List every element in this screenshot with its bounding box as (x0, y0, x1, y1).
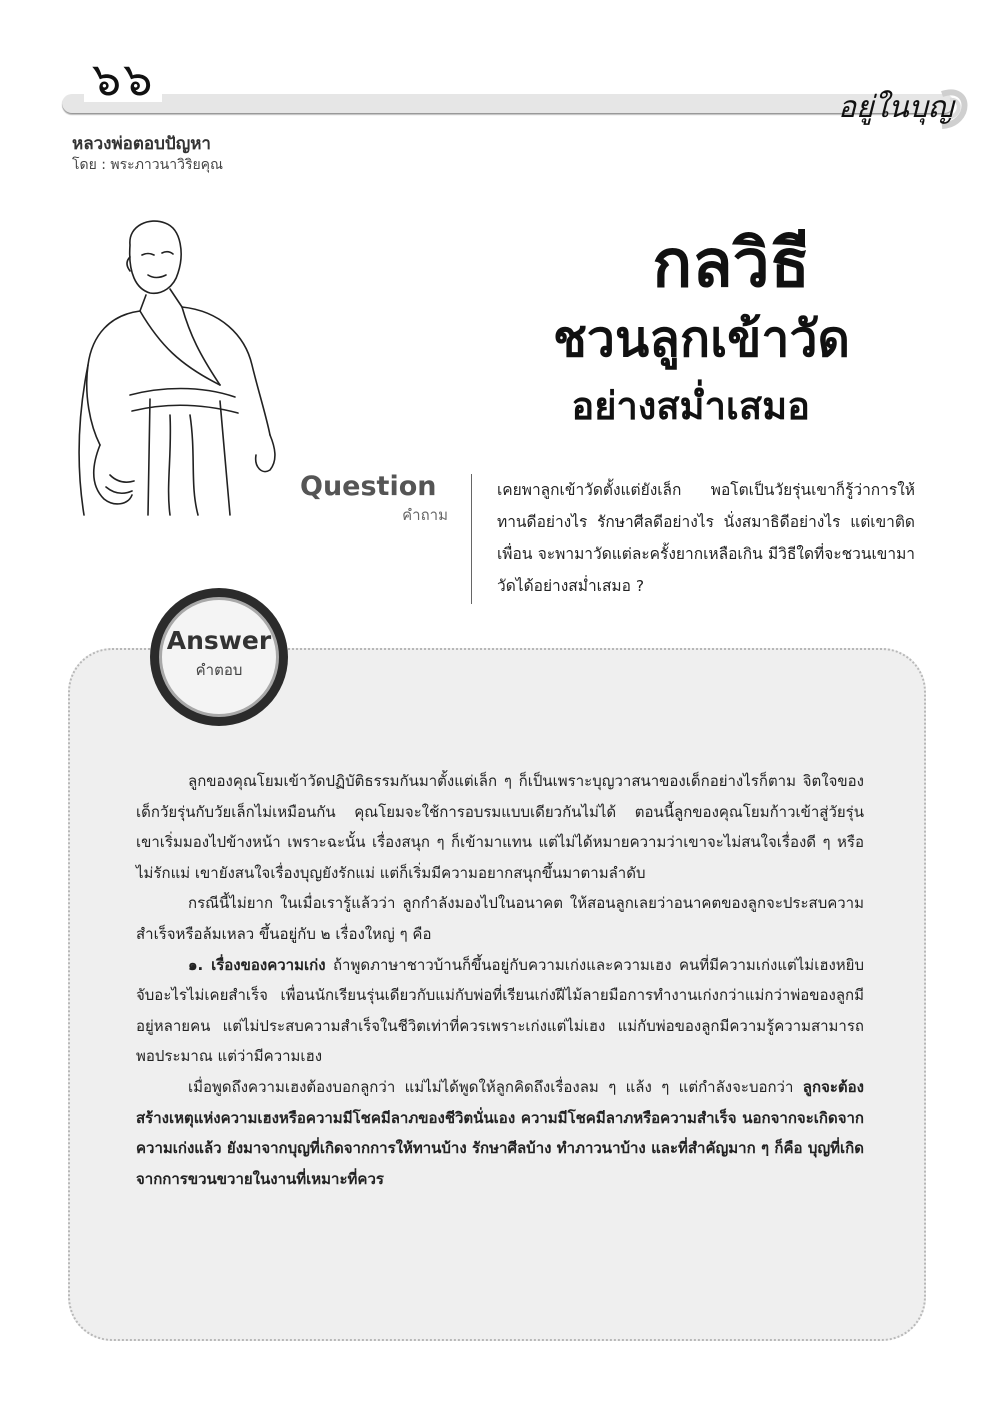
answer-point-1-text: ถ้าพูดภาษาชาวบ้านก็ขึ้นอยู่กับความเก่งและความเฮง คนที่มีความเก่งแต่ไม่เฮงหยิบจับอะไรไม่เคยสำเร็จ เพื่อนนักเรียนรุ่นเดียวกับแม่กับพ่อที่เรียนเก่งฝีไม้ลายมือการทำงานเก่งกว่าแม่กว่าพ่อของลูกมีอยู่หลายคน แต่ไม่ประสบความสำเร็จในชีวิตเท่าที่ควรเพราะเก่งแต่ไม่เฮง แม่กับพ่อของลูกมีความรู้ความสามารถพอประมาณ แต่ว่ามีความเฮง (136, 955, 864, 1066)
header-bar (62, 94, 954, 114)
answer-paragraph-1: ลูกของคุณโยมเข้าวัดปฏิบัติธรรมกันมาตั้งแต่เล็ก ๆ ก็เป็นเพราะบุญวาสนาของเด็กอย่างไรก็ตาม จิตใจของเด็กวัยรุ่นกับวัยเล็กไม่เหมือนกัน คุณโยมจะใช้การอบรมแบบเดียวกันไม่ได้ ตอนนี้ลูกของคุณโยมก้าวเข้าสู่วัยรุ่น เขาเริ่มมองไปข้างหน้า เพราะฉะนั้น เรื่องสนุก ๆ ก็เข้ามาแทน แต่ไม่ได้หมายความว่าเขาจะไม่สนใจเรื่องดี ๆ หรือไม่รักแม่ เขายังสนใจเรื่องบุญยังรักแม่ แต่ก็เริ่มมีความอยากสนุกขึ้นมาตามลำดับ (136, 772, 864, 882)
page-number: ๖๖ (84, 56, 162, 102)
answer-paragraph-3 (136, 950, 864, 1072)
answer-paragraph-4-emphasis: ลูกจะต้องสร้างเหตุแห่งความเฮงหรือความมีโชคมีลาภของชีวิตนั่นเอง ความมีโชคมีลาภหรือความสำเร็จ นอกจากจะเกิดจากความเก่งแล้ว ยังมาจากบุญที่เกิดจากการให้ทานบ้าง รักษาศีลบ้าง ทำภาวนาบ้าง และที่สำคัญมาก ๆ ก็คือ บุญที่เกิดจากการขวนขวายในงานที่เหมาะที่ควร (136, 1077, 864, 1188)
answer-paragraph-4 (136, 1072, 864, 1194)
answer-label-thai: คำตอบ (195, 661, 243, 679)
answer-badge-inner (159, 597, 279, 717)
answer-badge (150, 588, 288, 726)
question-divider (471, 474, 472, 604)
headline-line-1: กลวิธี (652, 225, 810, 302)
question-label-thai: คำถาม (402, 506, 448, 524)
answer-point-1-heading: ๑. เรื่องของความเก่ง (188, 955, 326, 974)
column-title: หลวงพ่อตอบปัญหา (72, 134, 211, 154)
answer-label: Answer (166, 626, 272, 655)
answer-paragraph-2: กรณีนี้ไม่ยาก ในเมื่อเรารู้แล้วว่า ลูกกำลังมองไปในอนาคต ให้สอนลูกเลยว่าอนาคตของลูกจะประสบความสำเร็จหรือล้มเหลว ขึ้นอยู่กับ ๒ เรื่องใหญ่ ๆ คือ (136, 894, 864, 943)
magazine-logo (832, 64, 972, 144)
logo-text: อยู่ในบุญ (838, 90, 954, 125)
column-author: โดย : พระภาวนาวิริยคุณ (72, 157, 224, 173)
question-label: Question (300, 471, 437, 502)
monk-illustration (70, 215, 300, 525)
answer-body (136, 766, 864, 1194)
answer-paragraph-4-intro: เมื่อพูดถึงความเฮงต้องบอกลูกว่า แม่ไม่ได้พูดให้ลูกคิดถึงเรื่องลม ๆ แล้ง ๆ แต่กำลังจะบอกว่า (188, 1077, 803, 1096)
question-text: เคยพาลูกเข้าวัดตั้งแต่ยังเล็ก พอโตเป็นวัยรุ่นเขาก็รู้ว่าการให้ทานดีอย่างไร รักษาศีลดีอย่างไร นั่งสมาธิดีอย่างไร แต่เขาติดเพื่อน จะพามาวัดแต่ละครั้งยากเหลือเกิน มีวิธีใดที่จะชวนเขามาวัดได้อย่างสม่ำเสมอ ? (497, 481, 915, 595)
headline-line-2: ชวนลูกเข้าวัด (553, 310, 850, 368)
headline-line-3: อย่างสม่ำเสมอ (571, 384, 810, 428)
